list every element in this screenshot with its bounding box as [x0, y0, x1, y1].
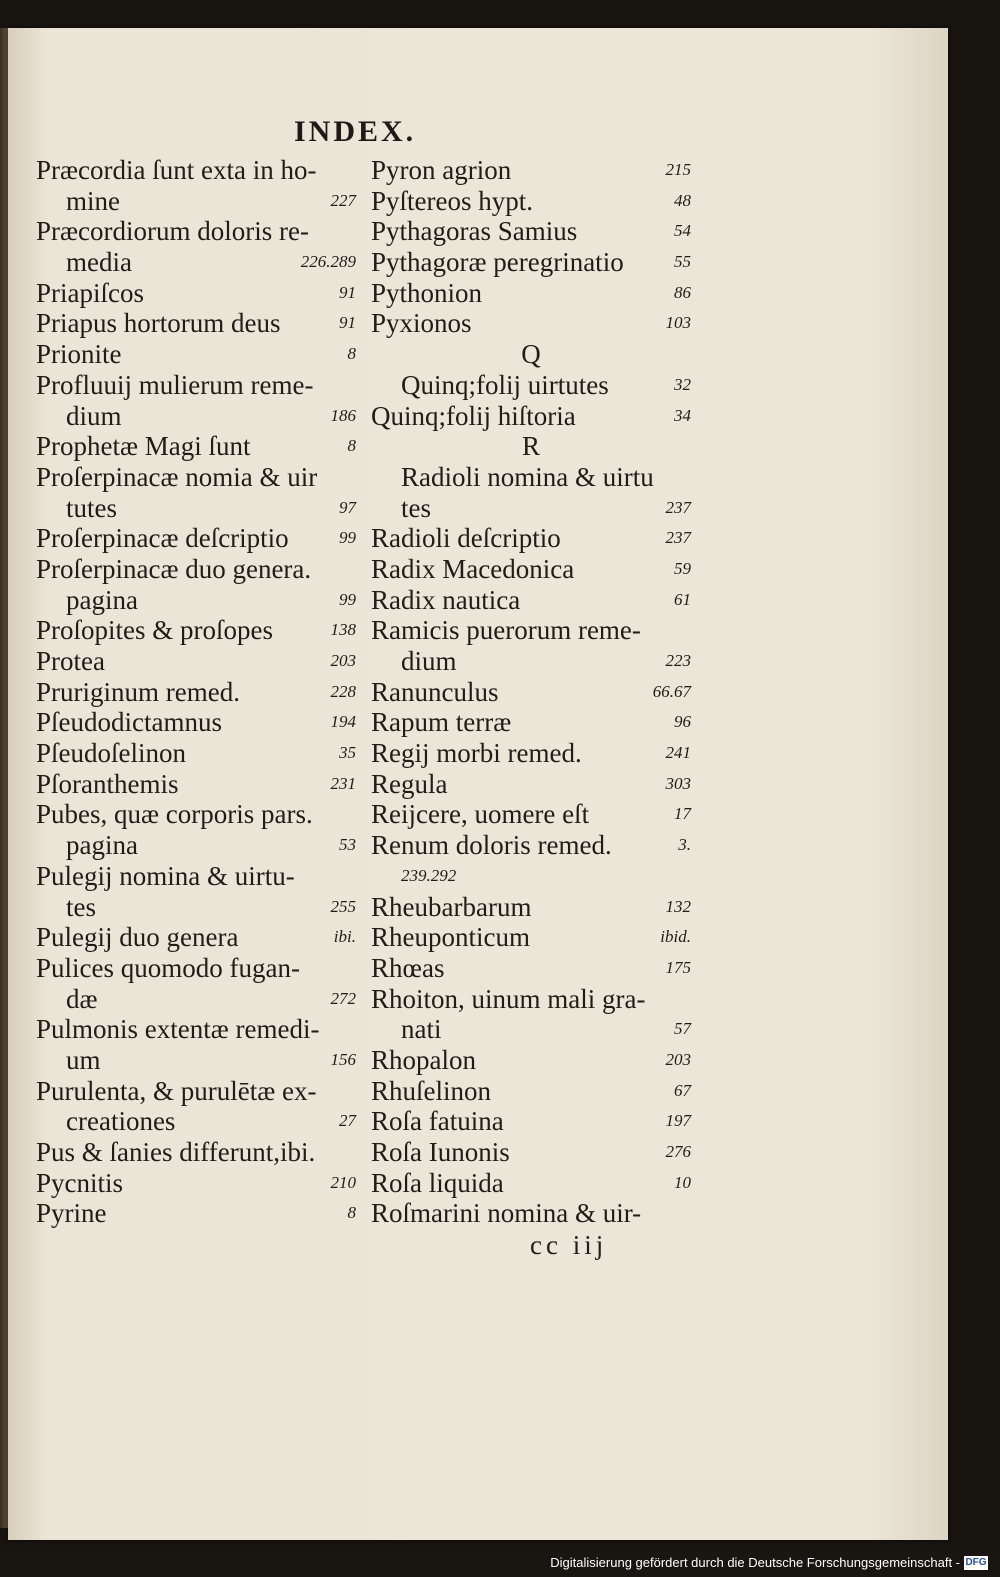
- index-term: Pulegij duo genera: [36, 922, 239, 953]
- index-term: Pruriginum remed.: [36, 676, 240, 707]
- page-reference: 156: [330, 1049, 356, 1069]
- page-reference: 203: [330, 651, 356, 670]
- page-reference: 99: [339, 589, 356, 609]
- index-term: um: [66, 1044, 101, 1075]
- index-entry: [36, 922, 356, 953]
- page-reference: 66.67: [652, 681, 691, 701]
- index-entry: [371, 1106, 691, 1137]
- page-reference: 175: [665, 957, 691, 977]
- index-term: pagina: [66, 584, 138, 615]
- page-reference: 103: [665, 313, 691, 333]
- index-term: Radioli deſcriptio: [371, 523, 561, 554]
- index-entry: [36, 769, 356, 800]
- index-entry: [371, 585, 691, 616]
- index-term: Pſeudoſelinon: [36, 738, 186, 769]
- index-entry: [36, 308, 356, 339]
- index-entry: [371, 738, 691, 769]
- index-entry: [371, 216, 691, 247]
- page-reference: 226.289: [300, 252, 356, 272]
- index-entry: [371, 401, 691, 432]
- index-term: Priapiſcos: [36, 277, 144, 308]
- section-letter: [371, 431, 691, 462]
- index-entry: [36, 554, 356, 585]
- index-entry: [36, 1137, 356, 1168]
- page-reference: 91: [339, 313, 356, 333]
- index-term: Pyxionos: [371, 308, 472, 339]
- index-term: dæ: [66, 983, 98, 1014]
- index-entry: [371, 799, 691, 830]
- index-term: Rheuponticum: [371, 922, 530, 953]
- index-term: Purulenta, & purulētæ ex-: [36, 1075, 317, 1106]
- page-header: INDEX.: [294, 115, 417, 148]
- page-reference: 210: [330, 1172, 356, 1192]
- index-entry: [371, 953, 691, 984]
- page-reference: 215: [665, 160, 691, 179]
- index-entry: [371, 554, 691, 585]
- page-reference: 67: [674, 1080, 691, 1100]
- index-term: Rhuſelinon: [371, 1075, 491, 1106]
- index-term: Pythonion: [371, 277, 483, 308]
- index-term: Proſerpinacæ duo genera.: [36, 553, 312, 584]
- index-entry: [371, 677, 691, 708]
- page-reference: 34: [674, 405, 691, 425]
- index-term: Pulices quomodo fugan-: [36, 952, 300, 983]
- page-reference: 197: [665, 1111, 691, 1131]
- index-entry: [36, 830, 356, 861]
- index-entry: [371, 984, 691, 1015]
- index-entry: [371, 493, 691, 524]
- index-entry: [371, 646, 691, 677]
- index-entry: [371, 278, 691, 309]
- index-entry: [36, 953, 356, 984]
- page-reference: 96: [674, 712, 691, 732]
- index-term: R: [521, 431, 540, 462]
- index-entry: [36, 401, 356, 432]
- index-column-left: [36, 155, 356, 1229]
- index-entry: [36, 585, 356, 616]
- index-entry: [36, 1076, 356, 1107]
- page-reference: 55: [674, 252, 691, 272]
- page-reference: 138: [330, 620, 356, 640]
- index-term: Priapus hortorum deus: [36, 308, 281, 339]
- index-term: Pubes, quæ corporis pars.: [36, 799, 313, 830]
- page-reference: 91: [339, 282, 356, 302]
- index-entry: [371, 308, 691, 339]
- page-reference: 17: [674, 804, 691, 824]
- index-entry: [36, 462, 356, 493]
- dfg-logo: DFG: [965, 1557, 987, 1568]
- index-term: Quinq;folij hiſtoria: [371, 400, 576, 431]
- index-entry: [36, 799, 356, 830]
- index-entry: [36, 707, 356, 738]
- index-entry: [371, 922, 691, 953]
- index-term: Quinq;folij uirtutes: [401, 369, 609, 400]
- index-term: Pythagoras Samius: [371, 216, 578, 247]
- index-term: Roſa liquida: [371, 1167, 504, 1198]
- index-term: Pycnitis: [36, 1167, 124, 1198]
- index-term: Pyrine: [36, 1198, 107, 1229]
- index-term: Pyſtereos hypt.: [371, 185, 533, 216]
- index-term: dium: [66, 400, 122, 431]
- page-reference: 59: [674, 558, 691, 578]
- page-reference: 3.: [678, 835, 691, 855]
- index-entry: [36, 431, 356, 462]
- page-reference: 237: [665, 497, 691, 517]
- page-reference: 48: [674, 190, 691, 210]
- index-entry: [36, 216, 356, 247]
- index-term: Præcordiorum doloris re-: [36, 216, 309, 247]
- index-term: Prophetæ Magi ſunt: [36, 431, 251, 462]
- index-term: Radioli nomina & uirtu: [401, 461, 654, 492]
- index-entry: [371, 861, 691, 892]
- index-entry: [371, 1045, 691, 1076]
- footer-credit: Digitalisierung gefördert durch die Deutsche Forschungsgemeinschaft -: [550, 1555, 960, 1570]
- page-reference: 86: [674, 282, 691, 302]
- page-reference: 272: [330, 988, 356, 1008]
- index-entry: [36, 861, 356, 892]
- page-reference: 194: [330, 712, 356, 732]
- index-entry: [371, 523, 691, 554]
- index-entry: [371, 1137, 691, 1168]
- index-term: Q: [521, 339, 541, 370]
- index-term: Pulegij nomina & uirtu-: [36, 860, 295, 891]
- index-term: media: [66, 247, 132, 278]
- index-term: Roſmarini nomina & uir-: [371, 1198, 642, 1229]
- page-reference: 223: [665, 651, 691, 670]
- index-entry: [36, 155, 356, 186]
- index-entry: [371, 1198, 691, 1229]
- page-reference: 8: [347, 436, 356, 456]
- index-term: Ranunculus: [371, 676, 499, 707]
- index-term: Proſerpinacæ deſcriptio: [36, 523, 289, 554]
- index-entry: [36, 278, 356, 309]
- page-reference: 241: [665, 743, 691, 763]
- page-reference: 276: [665, 1142, 691, 1161]
- index-term: Regula: [371, 768, 448, 799]
- index-term: pagina: [66, 830, 138, 861]
- index-entry: [36, 1106, 356, 1137]
- index-term: Reijcere, uomere eſt: [371, 799, 590, 830]
- index-term: nati: [401, 1014, 442, 1045]
- page-reference: 203: [665, 1049, 691, 1069]
- index-entry: [371, 892, 691, 923]
- signature-mark: cc iij: [530, 1230, 608, 1260]
- index-term: Rapum terræ: [371, 707, 512, 738]
- page-reference: 8: [347, 344, 356, 364]
- index-term: Roſa fatuina: [371, 1106, 504, 1137]
- index-entry: [36, 892, 356, 923]
- index-entry: [36, 738, 356, 769]
- index-entry: [36, 370, 356, 401]
- index-term: Rhopalon: [371, 1044, 476, 1075]
- index-entry: [371, 830, 691, 861]
- index-entry: [36, 1168, 356, 1199]
- page-reference: 231: [330, 773, 356, 793]
- index-term: Renum doloris remed.: [371, 830, 612, 861]
- index-entry: [36, 186, 356, 217]
- page-reference: 186: [330, 405, 356, 425]
- index-term: Pythagoræ peregrinatio: [371, 247, 624, 278]
- page-reference: 8: [347, 1203, 356, 1223]
- index-term: tes: [401, 492, 431, 523]
- index-entry: [36, 493, 356, 524]
- page-reference: 35: [339, 743, 356, 763]
- index-term: Protea: [36, 646, 105, 676]
- index-entry: [36, 523, 356, 554]
- page-reference: ibi.: [333, 927, 356, 947]
- index-entry: [36, 615, 356, 646]
- index-term: 239.292: [401, 865, 457, 885]
- page-reference: 132: [665, 896, 691, 916]
- index-entry: [371, 155, 691, 186]
- index-entry: [371, 769, 691, 800]
- page-reference: 53: [339, 835, 356, 855]
- page-reference: 255: [330, 896, 356, 916]
- page-reference: 227: [330, 190, 356, 210]
- index-term: Prionite: [36, 339, 122, 370]
- index-term: Pſoranthemis: [36, 768, 179, 799]
- index-entry: [36, 1045, 356, 1076]
- index-entry: [371, 462, 691, 493]
- page-reference: 97: [339, 497, 356, 517]
- index-entry: [371, 1168, 691, 1199]
- index-entry: [36, 1198, 356, 1229]
- index-term: creationes: [66, 1106, 176, 1137]
- index-term: Pulmonis extentæ remedi-: [36, 1014, 320, 1045]
- section-letter: [371, 339, 691, 370]
- page-reference: 10: [674, 1172, 691, 1192]
- index-term: tes: [66, 891, 96, 922]
- index-entry: [36, 1014, 356, 1045]
- page-reference: 237: [665, 528, 691, 548]
- page-reference: 303: [665, 773, 691, 793]
- page-reference: 99: [339, 528, 356, 548]
- index-term: Rhoiton, uinum mali gra-: [371, 983, 646, 1014]
- page-reference: 228: [330, 681, 356, 701]
- page-reference: ibid.: [660, 927, 691, 947]
- index-term: Radix Macedonica: [371, 553, 575, 584]
- index-entry: [371, 707, 691, 738]
- index-entry: [371, 247, 691, 278]
- index-entry: [36, 646, 356, 677]
- index-term: Regij morbi remed.: [371, 738, 582, 769]
- index-term: Pyron agrion: [371, 155, 512, 185]
- page-reference: 32: [674, 374, 691, 394]
- page-reference: 61: [674, 589, 691, 609]
- index-entry: [36, 677, 356, 708]
- index-entry: [371, 186, 691, 217]
- index-term: tutes: [66, 492, 117, 523]
- index-term: Rheubarbarum: [371, 891, 532, 922]
- index-entry: [371, 1014, 691, 1045]
- index-term: Radix nautica: [371, 584, 521, 615]
- index-term: Roſa Iunonis: [371, 1137, 510, 1167]
- page-reference: 27: [339, 1111, 356, 1131]
- index-entry: [36, 247, 356, 278]
- index-term: Præcordia ſunt exta in ho-: [36, 155, 317, 185]
- index-entry: [371, 370, 691, 401]
- index-term: Proſopites & proſopes: [36, 615, 273, 646]
- index-entry: [371, 615, 691, 646]
- page-reference: 57: [674, 1019, 691, 1039]
- index-term: Profluuij mulierum reme-: [36, 369, 314, 400]
- index-column-right: [371, 155, 691, 1229]
- index-entry: [36, 984, 356, 1015]
- page-reference: 54: [674, 221, 691, 241]
- index-term: Ramicis puerorum reme-: [371, 615, 641, 646]
- index-term: Proſerpinacæ nomia & uir: [36, 461, 318, 492]
- index-term: Rhœas: [371, 952, 445, 983]
- index-entry: [36, 339, 356, 370]
- index-term: mine: [66, 185, 120, 216]
- index-term: dium: [401, 646, 457, 676]
- index-term: Pſeudodictamnus: [36, 707, 222, 738]
- index-term: Pus & ſanies differunt,ibi.: [36, 1137, 316, 1167]
- index-entry: [371, 1076, 691, 1107]
